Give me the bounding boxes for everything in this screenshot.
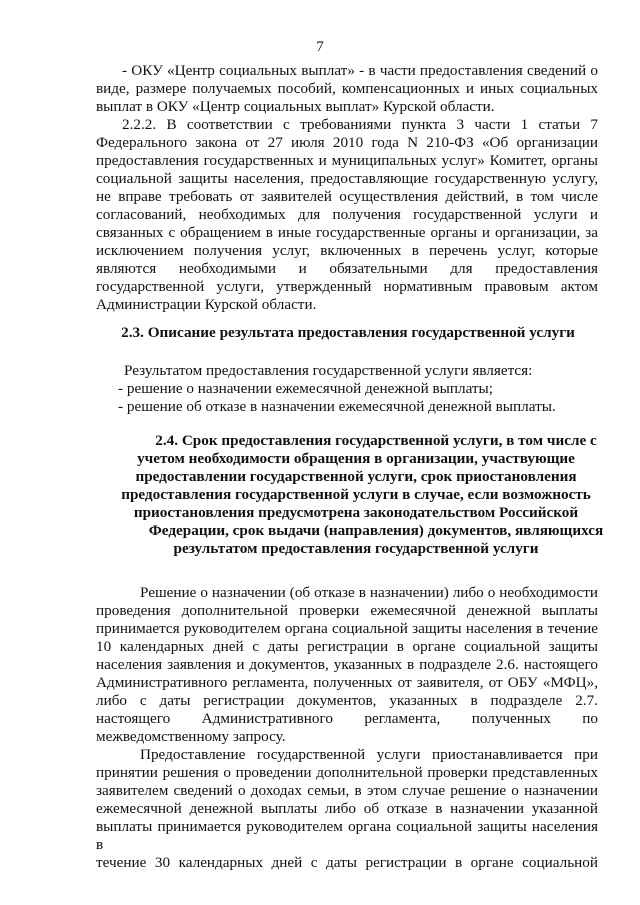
text-line: - ОКУ «Центр социальных выплат» - в части предоставления сведений о <box>122 62 598 79</box>
section-heading-2-3 <box>88 324 608 342</box>
text-line: социальной защиты населения, предоставляющие государственную услугу, <box>96 170 598 187</box>
heading-line: приостановления предусмотрена законодательством Российской <box>133 504 579 521</box>
text-line: либо с даты регистрации документов, указанных в подразделе 2.7. <box>96 692 598 709</box>
list-item: - решение об отказе в назначении ежемесячной денежной выплаты. <box>118 398 556 415</box>
page-number: 7 <box>316 39 324 55</box>
heading-line: Федерации, срок выдачи (направления) документов, являющихся <box>148 522 604 539</box>
text-line: Администрации Курской области. <box>96 296 317 313</box>
text-line: заявителем сведений о доходах семьи, в этом случае решение о назначении <box>96 782 598 799</box>
text-line: населения заявления и документов, указанных в подразделе 2.6. настоящего <box>96 656 598 673</box>
text-line: ежемесячной денежной выплаты либо об отказе в назначении указанной <box>96 800 598 817</box>
heading-line: предоставления государственной услуги в случае, если возможность <box>121 486 591 503</box>
paragraph-oku <box>96 62 598 116</box>
section-heading-2-4 <box>96 432 616 558</box>
text-line: Федерального закона от 27 июля 2010 года N 210-ФЗ «Об организации <box>96 134 598 151</box>
text-line: не вправе требовать от заявителей осуществления действий, в том числе <box>96 188 598 205</box>
heading-line: результатом предоставления государственной услуги <box>173 540 539 557</box>
text-line: 2.2.2. В соответствии с требованиями пункта 3 части 1 статьи 7 <box>122 116 598 133</box>
heading-line: предоставлении государственной услуги, срок приостановления <box>135 468 577 485</box>
text-line: 10 календарных дней с даты регистрации в органе социальной защиты <box>96 638 598 655</box>
heading-line: 2.4. Срок предоставления государственной услуги, в том числе с <box>155 432 597 449</box>
heading-text: 2.3. Описание результата предоставления государственной услуги <box>121 324 575 341</box>
paragraph-suspension <box>96 746 598 872</box>
paragraph-2-2-2 <box>96 116 598 314</box>
result-intro: Результатом предоставления государственной услуги является: <box>124 362 533 379</box>
text-line: межведомственному запросу. <box>96 728 286 745</box>
text-line: связанных с обращением в иные государственные органы и организации, за <box>96 224 598 241</box>
list-item: - решение о назначении ежемесячной денежной выплаты; <box>118 380 493 397</box>
text-line: проведения дополнительной проверки ежемесячной денежной выплаты <box>96 602 598 619</box>
text-line: настоящего Административного регламента, полученных по <box>96 710 598 727</box>
text-line: являются необходимыми и обязательными для предоставления <box>96 260 598 277</box>
text-line: Решение о назначении (об отказе в назначении) либо о необходимости <box>140 584 598 601</box>
result-list <box>118 362 598 416</box>
heading-line: учетом необходимости обращения в организации, участвующие <box>137 450 575 467</box>
text-line: государственной услуги, утвержденный нормативным правовым актом <box>96 278 598 295</box>
text-line: виде, размере получаемых пособий, компенсационных и иных социальных <box>96 80 598 97</box>
text-line: выплат в ОКУ «Центр социальных выплат» Курской области. <box>96 98 495 115</box>
text-line: согласований, необходимых для получения государственной услуги и <box>96 206 598 223</box>
text-line: выплаты принимается руководителем органа социальной защиты населения в <box>96 818 598 853</box>
text-line: течение 30 календарных дней с даты регистрации в органе социальной <box>96 854 598 871</box>
text-line: Предоставление государственной услуги приостанавливается при <box>140 746 598 763</box>
text-line: принимается руководителем органа социальной защиты населения в течение <box>96 620 598 637</box>
paragraph-decision-term <box>96 584 598 746</box>
text-line: принятии решения о проведении дополнительной проверки представленных <box>96 764 598 781</box>
text-line: исключением получения услуг, включенных в перечень услуг, которые <box>96 242 598 259</box>
text-line: Административного регламента, полученных от заявителя, от ОБУ «МФЦ», <box>96 674 598 691</box>
text-line: предоставления государственных и муниципальных услуг» Комитет, органы <box>96 152 598 169</box>
